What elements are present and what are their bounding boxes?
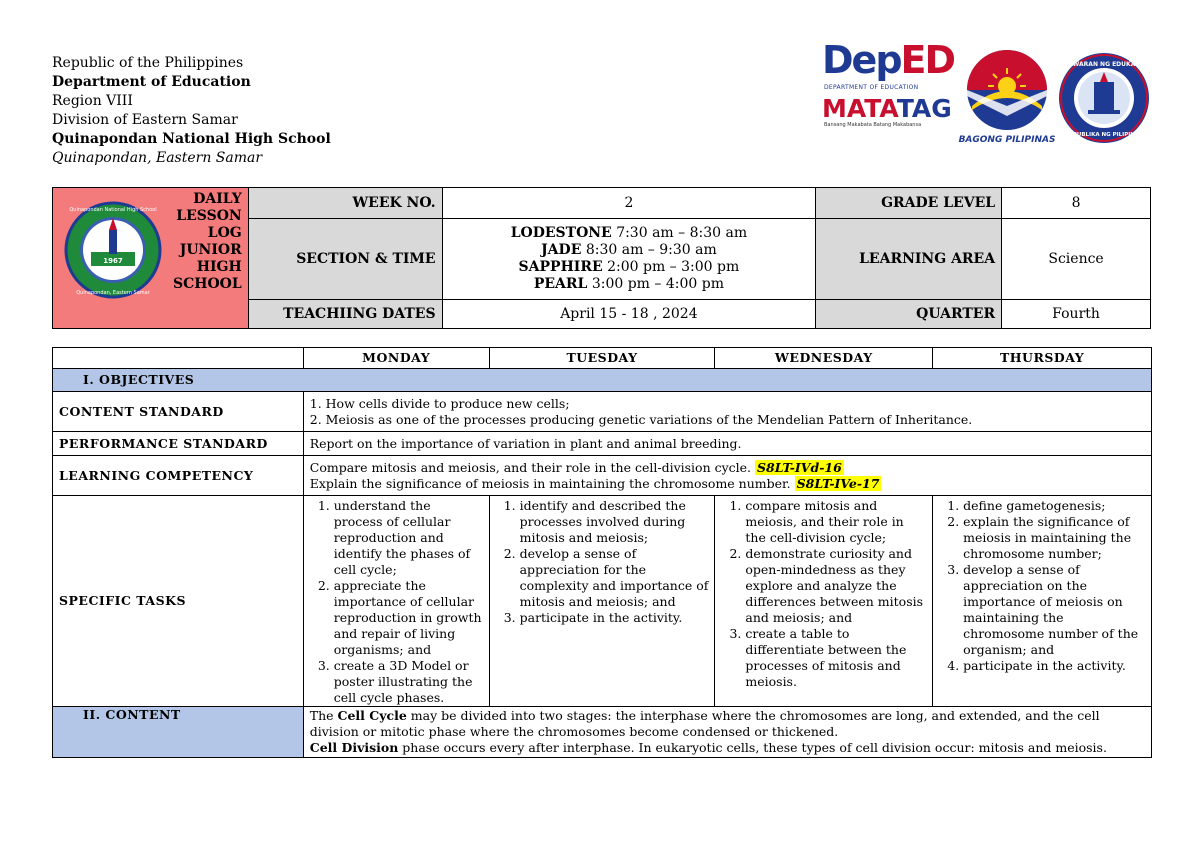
deped-seal: [1058, 52, 1150, 144]
list-item: 3. develop a sense of appreciation on the importance of meiosis on maintaining the chromosome number of the organism; and: [963, 562, 1145, 658]
svg-text:1967: 1967: [103, 257, 123, 265]
learning-area-label: LEARNING AREA: [816, 219, 1002, 300]
learning-competency-label: LEARNING COMPETENCY: [53, 456, 304, 496]
svg-text:Quinapondan National High Scho: Quinapondan National High School: [69, 207, 157, 213]
competency-code-2: S8LT-IVe-17: [796, 475, 880, 491]
specific-tasks-label: SPECIFIC TASKS: [53, 496, 304, 707]
bagong-pilipinas-logo: BAGONG PILIPINAS: [958, 46, 1056, 146]
competency-code-1: S8LT-IVd-16: [757, 459, 842, 475]
list-item: 2. develop a sense of appreciation for the complexity and importance of mitosis and meiosis; and: [520, 546, 709, 610]
teaching-dates-value: April 15 - 18 , 2024: [442, 300, 816, 329]
section-label: SECTION & TIME: [248, 219, 442, 300]
day-monday: MONDAY: [303, 348, 489, 369]
section-sapphire: SAPPHIRE 2:00 pm – 3:00 pm: [518, 259, 740, 275]
lesson-plan-table: [52, 347, 1152, 758]
week-value: 2: [442, 188, 816, 219]
grade-value: 8: [1002, 188, 1151, 219]
school-header: [52, 54, 331, 168]
day-wednesday: WEDNESDAY: [715, 348, 933, 369]
dll-title: DAILY LESSON LOG JUNIOR HIGH SCHOOL: [173, 191, 242, 292]
day-thursday: THURSDAY: [933, 348, 1152, 369]
tasks-thursday: [933, 496, 1152, 707]
section-jade: JADE 8:30 am – 9:30 am: [541, 242, 717, 258]
content-heading: II. CONTENT: [53, 707, 304, 758]
tasks-monday: [303, 496, 489, 707]
svg-text:KAGAWARAN NG EDUKASYON: KAGAWARAN NG EDUKASYON: [1058, 61, 1150, 68]
list-item: 2. demonstrate curiosity and open-mindedness as they explore and analyze the differences between mitosis and meiosis; and: [745, 546, 926, 626]
learning-competency-value: Compare mitosis and meiosis, and their role in the cell-division cycle. S8LT-IVd-16 Explain the significance of meiosis in maintaining the chromosome number. S8LT-IVe-17: [303, 456, 1151, 496]
teaching-dates-label: TEACHIING DATES: [248, 300, 442, 329]
school-seal: [63, 200, 163, 300]
performance-standard-value: Report on the importance of variation in plant and animal breeding.: [303, 432, 1151, 456]
learning-area-value: Science: [1002, 219, 1151, 300]
quarter-label: QUARTER: [816, 300, 1002, 329]
lesson-info-table: [52, 187, 1151, 329]
list-item: 2. appreciate the importance of cellular reproduction in growth and repair of living organisms; and: [334, 578, 483, 658]
header-division: Division of Eastern Samar: [52, 112, 238, 128]
svg-text:Quinapondan, Eastern Samar: Quinapondan, Eastern Samar: [76, 290, 150, 296]
tasks-wednesday: [715, 496, 933, 707]
performance-standard-label: PERFORMANCE STANDARD: [53, 432, 304, 456]
list-item: 1. define gametogenesis;: [963, 498, 1145, 514]
list-item: 3. participate in the activity.: [520, 610, 709, 626]
list-item: 1. identify and described the processes involved during mitosis and meiosis;: [520, 498, 709, 546]
quarter-value: Fourth: [1002, 300, 1151, 329]
header-republic: Republic of the Philippines: [52, 55, 244, 71]
list-item: 1. understand the process of cellular reproduction and identify the phases of cell cycle;: [334, 498, 483, 578]
header-region: Region VIII: [52, 93, 133, 109]
grade-label: GRADE LEVEL: [816, 188, 1002, 219]
section-lodestone: LODESTONE 7:30 am – 8:30 am: [510, 225, 748, 241]
content-standard-label: CONTENT STANDARD: [53, 392, 304, 432]
list-item: 3. create a 3D Model or poster illustrating the cell cycle phases.: [334, 658, 483, 706]
deped-matatag-logo: DepED DEPARTMENT OF EDUCATION MATATAG Bansang Makabata Batang Makabansa: [822, 38, 955, 128]
list-item: 1. compare mitosis and meiosis, and their role in the cell-division cycle;: [745, 498, 926, 546]
header-school: Quinapondan National High School: [52, 131, 331, 147]
tasks-tuesday: [489, 496, 715, 707]
content-body: The Cell Cycle may be divided into two stages: the interphase where the chromosomes are long, and extended, and the cell division or mitotic phase where the chromosomes become condensed or thickened. Cell Division phase occurs every after interphase. In eukaryotic cells, these types of cell division occur: mitosis and meiosis.: [303, 707, 1151, 758]
school-logo-cell: [53, 188, 249, 329]
week-label: WEEK NO.: [248, 188, 442, 219]
objectives-heading: I. OBJECTIVES: [53, 369, 1152, 392]
header-address: Quinapondan, Eastern Samar: [52, 150, 263, 166]
list-item: 3. create a table to differentiate between the processes of mitosis and meiosis.: [745, 626, 926, 690]
svg-text:REPUBLIKA NG PILIPINAS: REPUBLIKA NG PILIPINAS: [1064, 132, 1144, 138]
day-tuesday: TUESDAY: [489, 348, 715, 369]
section-pearl: PEARL 3:00 pm – 4:00 pm: [533, 276, 724, 292]
section-schedule: [442, 219, 816, 300]
header-department: Department of Education: [52, 74, 251, 90]
corner-cell: [53, 348, 304, 369]
content-standard-value: 1. How cells divide to produce new cells; 2. Meiosis as one of the processes producing genetic variations of the Mendelian Pattern of Inheritance.: [303, 392, 1151, 432]
list-item: 4. participate in the activity.: [963, 658, 1145, 674]
list-item: 2. explain the significance of meiosis in maintaining the chromosome number;: [963, 514, 1145, 562]
